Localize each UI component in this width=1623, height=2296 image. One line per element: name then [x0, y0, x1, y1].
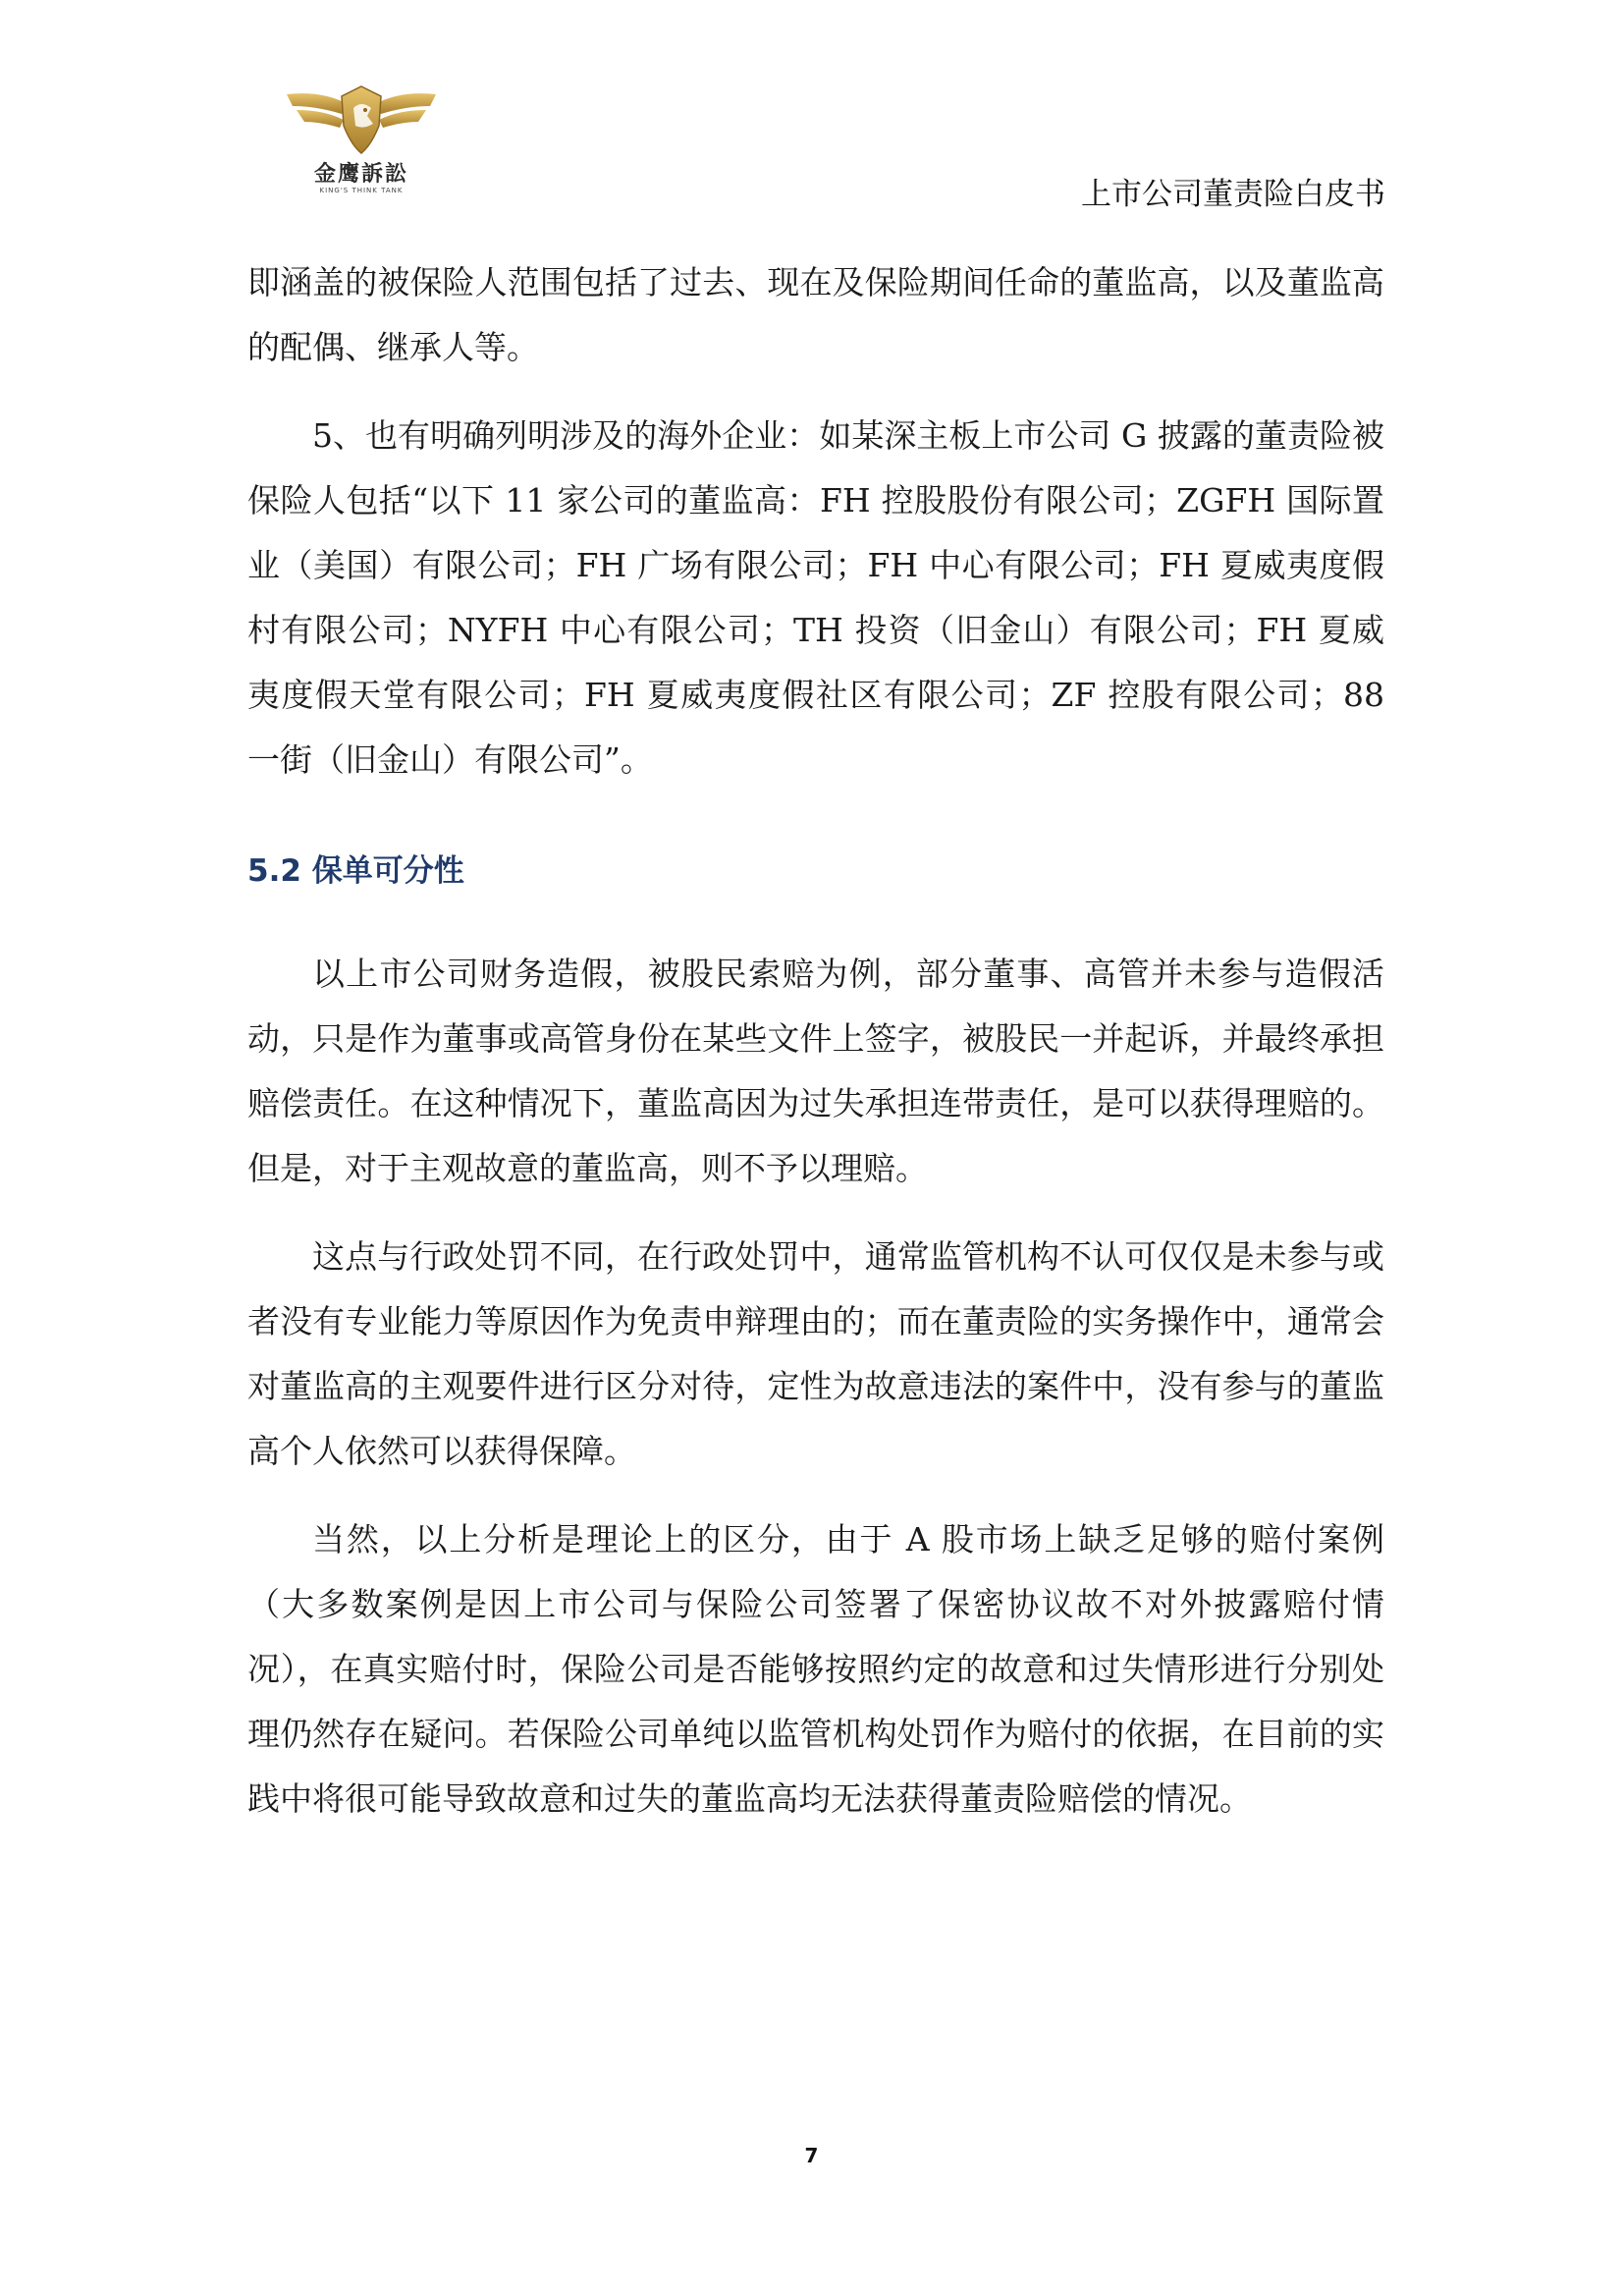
logo-subtitle: KING'S THINK TANK — [319, 187, 404, 194]
paragraph-theoretical-analysis: 当然，以上分析是理论上的区分，由于 A 股市场上缺乏足够的赔付案例（大多数案例是因上市公司与保险公司签署了保密协议故不对外披露赔付情况），在真实赔付时，保险公司是否能够按照约定的故意和过失情形进行分别处理仍然存在疑问。若保险公司单纯以监管机构处罚作为赔付的依据，在目前的实践中将很可能导致故意和过失的董监高均无法获得董责险赔偿的情况。 — [247, 1520, 1384, 1818]
paragraph-insured-scope: 即涵盖的被保险人范围包括了过去、现在及保险期间任命的董监高，以及董监高的配偶、继承人等。 — [247, 263, 1384, 366]
eagle-wings-icon — [283, 81, 440, 159]
page-number: 7 — [804, 2144, 819, 2167]
paragraph-admin-penalty: 这点与行政处罚不同，在行政处罚中，通常监管机构不认可仅仅是未参与或者没有专业能力等原因作为免责申辩理由的；而在董责险的实务操作中，通常会对董监高的主观要件进行区分对待，定性为故意违法的案件中，没有参与的董监高个人依然可以获得保障。 — [247, 1237, 1384, 1470]
document-title: 上市公司董责险白皮书 — [1081, 177, 1385, 212]
section-heading: 5.2 保单可分性 — [247, 853, 464, 889]
company-logo — [283, 81, 440, 206]
logo-name: 金鹰訴訟 — [313, 161, 408, 187]
paragraph-financial-fraud: 以上市公司财务造假，被股民索赔为例，部分董事、高管并未参与造假活动，只是作为董事或高管身份在某些文件上签字，被股民一并起诉，并最终承担赔偿责任。在这种情况下，董监高因为过失承担连带责任，是可以获得理赔的。但是，对于主观故意的董监高，则不予以理赔。 — [247, 955, 1384, 1187]
page-content — [247, 250, 1384, 1831]
paragraph-overseas-companies: 5、也有明确列明涉及的海外企业：如某深主板上市公司 G 披露的董责险被保险人包括“以下 11 家公司的董监高：FH 控股股份有限公司；ZGFH 国际置业（美国）有限公司；FH 广场有限公司；FH 中心有限公司；FH 夏威夷度假村有限公司；NYFH 中心有限公司；TH 投资（旧金山）有限公司；FH 夏威夷度假天堂有限公司；FH 夏威夷度假社区有限公司；ZF 控股有限公司；88 一街（旧金山）有限公司”。 — [247, 416, 1384, 779]
